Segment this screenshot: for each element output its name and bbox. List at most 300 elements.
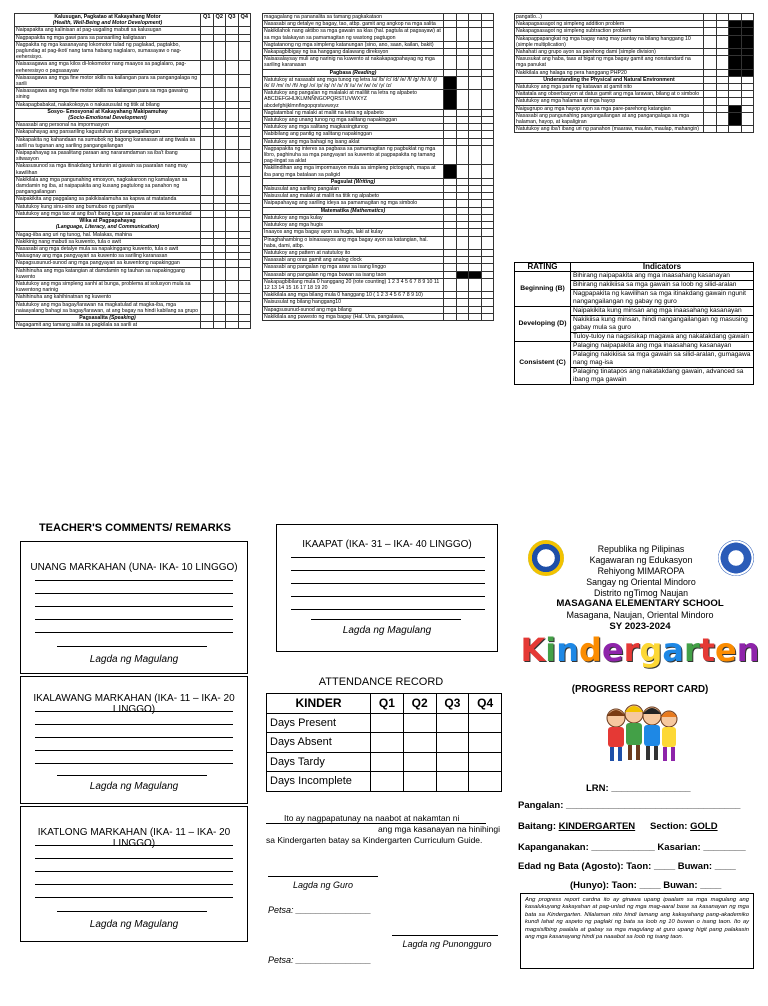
quarter-cell[interactable] [481, 14, 494, 21]
quarter-cell[interactable] [704, 49, 717, 56]
quarter-cell[interactable] [444, 69, 457, 76]
quarter-cell[interactable] [456, 56, 469, 69]
quarter-cell[interactable] [238, 150, 251, 163]
quarter-cell[interactable] [456, 109, 469, 116]
quarter-cell[interactable] [444, 56, 457, 69]
quarter-cell[interactable] [226, 150, 239, 163]
quarter-cell[interactable] [469, 299, 482, 306]
quarter-cell[interactable] [469, 207, 482, 214]
quarter-cell[interactable] [481, 56, 494, 69]
quarter-cell[interactable] [481, 117, 494, 124]
quarter-cell[interactable] [226, 260, 239, 267]
quarter-cell[interactable] [238, 301, 251, 314]
quarter-cell[interactable] [238, 129, 251, 136]
quarter-cell[interactable] [469, 306, 482, 313]
quarter-cell[interactable] [213, 280, 226, 293]
attendance-cell[interactable] [403, 752, 436, 772]
quarter-cell[interactable] [238, 231, 251, 238]
quarter-cell[interactable] [238, 163, 251, 176]
quarter-cell[interactable] [226, 301, 239, 314]
quarter-cell[interactable] [226, 122, 239, 129]
quarter-cell[interactable] [213, 108, 226, 121]
quarter-cell[interactable] [444, 41, 457, 48]
quarter-cell[interactable] [456, 214, 469, 221]
quarter-cell[interactable] [469, 193, 482, 200]
quarter-cell[interactable] [213, 238, 226, 245]
quarter-cell[interactable] [741, 35, 754, 48]
quarter-cell[interactable] [456, 131, 469, 138]
quarter-cell[interactable] [213, 129, 226, 136]
quarter-cell[interactable] [226, 27, 239, 34]
quarter-cell[interactable] [729, 28, 742, 35]
quarter-cell[interactable] [456, 278, 469, 291]
quarter-cell[interactable] [238, 203, 251, 210]
attendance-cell[interactable] [436, 733, 469, 753]
quarter-cell[interactable] [716, 35, 729, 48]
quarter-cell[interactable] [201, 136, 214, 149]
quarter-cell[interactable] [456, 222, 469, 229]
quarter-cell[interactable] [201, 294, 214, 301]
quarter-cell[interactable] [481, 145, 494, 165]
quarter-cell[interactable] [226, 218, 239, 231]
quarter-cell[interactable] [481, 299, 494, 306]
quarter-cell[interactable] [226, 280, 239, 293]
edad-hunyo-field[interactable]: (Hunyo): Taon: ____ Buwan: ____ [570, 880, 722, 891]
quarter-cell[interactable] [481, 124, 494, 131]
quarter-cell[interactable] [226, 267, 239, 280]
quarter-cell[interactable] [444, 28, 457, 41]
quarter-cell[interactable] [213, 203, 226, 210]
quarter-cell[interactable] [741, 21, 754, 28]
quarter-cell[interactable] [226, 136, 239, 149]
quarter-cell[interactable] [238, 314, 251, 321]
quarter-cell[interactable] [469, 56, 482, 69]
quarter-cell[interactable] [481, 69, 494, 76]
quarter-cell[interactable] [213, 267, 226, 280]
quarter-cell[interactable] [704, 14, 717, 21]
attendance-cell[interactable] [403, 713, 436, 733]
quarter-cell[interactable] [741, 91, 754, 98]
quarter-cell[interactable] [481, 214, 494, 221]
quarter-cell[interactable] [456, 178, 469, 185]
quarter-cell[interactable] [226, 74, 239, 87]
quarter-cell[interactable] [238, 238, 251, 245]
quarter-cell[interactable] [704, 112, 717, 125]
quarter-cell[interactable] [729, 126, 742, 133]
quarter-cell[interactable] [704, 105, 717, 112]
quarter-cell[interactable] [226, 163, 239, 176]
quarter-cell[interactable] [226, 41, 239, 61]
attendance-cell[interactable] [469, 733, 502, 753]
quarter-cell[interactable] [213, 27, 226, 34]
quarter-cell[interactable] [226, 210, 239, 217]
quarter-cell[interactable] [456, 49, 469, 56]
quarter-cell[interactable] [226, 231, 239, 238]
quarter-cell[interactable] [201, 27, 214, 34]
quarter-cell[interactable] [481, 229, 494, 236]
quarter-cell[interactable] [716, 49, 729, 56]
quarter-cell[interactable] [469, 257, 482, 264]
attendance-cell[interactable] [403, 733, 436, 753]
quarter-cell[interactable] [444, 271, 457, 278]
quarter-cell[interactable] [201, 150, 214, 163]
quarter-cell[interactable] [201, 238, 214, 245]
quarter-cell[interactable] [469, 145, 482, 165]
quarter-cell[interactable] [456, 69, 469, 76]
quarter-cell[interactable] [444, 145, 457, 165]
quarter-cell[interactable] [444, 214, 457, 221]
quarter-cell[interactable] [238, 210, 251, 217]
quarter-cell[interactable] [456, 117, 469, 124]
quarter-cell[interactable] [481, 207, 494, 214]
quarter-cell[interactable] [481, 264, 494, 271]
quarter-cell[interactable] [729, 84, 742, 91]
quarter-cell[interactable] [704, 21, 717, 28]
quarter-cell[interactable] [444, 313, 457, 320]
quarter-cell[interactable] [444, 249, 457, 256]
quarter-cell[interactable] [716, 56, 729, 69]
quarter-cell[interactable] [704, 69, 717, 76]
quarter-cell[interactable] [469, 186, 482, 193]
kapanganakan-field[interactable]: Kapanganakan: ____________ Kasarian: ________ [518, 842, 746, 853]
quarter-cell[interactable] [444, 278, 457, 291]
quarter-cell[interactable] [469, 14, 482, 21]
quarter-cell[interactable] [716, 14, 729, 21]
quarter-cell[interactable] [213, 231, 226, 238]
quarter-cell[interactable] [481, 90, 494, 110]
quarter-cell[interactable] [226, 253, 239, 260]
quarter-cell[interactable] [469, 229, 482, 236]
quarter-cell[interactable] [481, 292, 494, 299]
quarter-cell[interactable] [201, 203, 214, 210]
quarter-cell[interactable] [444, 236, 457, 249]
attendance-cell[interactable] [469, 772, 502, 792]
quarter-cell[interactable] [444, 14, 457, 21]
quarter-cell[interactable] [469, 271, 482, 278]
quarter-cell[interactable] [456, 76, 469, 89]
quarter-cell[interactable] [444, 90, 457, 110]
quarter-cell[interactable] [716, 76, 729, 83]
quarter-cell[interactable] [213, 88, 226, 101]
quarter-cell[interactable] [444, 193, 457, 200]
quarter-cell[interactable] [469, 292, 482, 299]
quarter-cell[interactable] [444, 178, 457, 185]
quarter-cell[interactable] [238, 108, 251, 121]
quarter-cell[interactable] [238, 61, 251, 74]
quarter-cell[interactable] [226, 34, 239, 41]
quarter-cell[interactable] [729, 91, 742, 98]
attendance-cell[interactable] [371, 772, 404, 792]
quarter-cell[interactable] [716, 28, 729, 35]
quarter-cell[interactable] [456, 249, 469, 256]
quarter-cell[interactable] [238, 294, 251, 301]
quarter-cell[interactable] [456, 14, 469, 21]
quarter-cell[interactable] [201, 267, 214, 280]
quarter-cell[interactable] [469, 117, 482, 124]
quarter-cell[interactable] [741, 28, 754, 35]
quarter-cell[interactable] [456, 299, 469, 306]
quarter-cell[interactable] [201, 34, 214, 41]
quarter-cell[interactable] [469, 76, 482, 89]
quarter-cell[interactable] [238, 74, 251, 87]
quarter-cell[interactable] [213, 218, 226, 231]
quarter-cell[interactable] [444, 186, 457, 193]
quarter-cell[interactable] [213, 163, 226, 176]
quarter-cell[interactable] [704, 126, 717, 133]
quarter-cell[interactable] [456, 165, 469, 178]
quarter-cell[interactable] [729, 21, 742, 28]
quarter-cell[interactable] [456, 236, 469, 249]
quarter-cell[interactable] [469, 124, 482, 131]
quarter-cell[interactable] [201, 176, 214, 196]
quarter-cell[interactable] [213, 301, 226, 314]
quarter-cell[interactable] [741, 69, 754, 76]
quarter-cell[interactable] [456, 138, 469, 145]
quarter-cell[interactable] [481, 178, 494, 185]
quarter-cell[interactable] [201, 41, 214, 61]
quarter-cell[interactable] [444, 229, 457, 236]
quarter-cell[interactable] [716, 126, 729, 133]
quarter-cell[interactable] [226, 129, 239, 136]
quarter-cell[interactable] [469, 278, 482, 291]
quarter-cell[interactable] [456, 200, 469, 207]
quarter-cell[interactable] [456, 313, 469, 320]
quarter-cell[interactable] [444, 165, 457, 178]
quarter-cell[interactable] [716, 105, 729, 112]
quarter-cell[interactable] [456, 292, 469, 299]
quarter-cell[interactable] [201, 322, 214, 329]
quarter-cell[interactable] [481, 236, 494, 249]
quarter-cell[interactable] [456, 21, 469, 28]
quarter-cell[interactable] [444, 49, 457, 56]
quarter-cell[interactable] [444, 257, 457, 264]
quarter-cell[interactable] [481, 278, 494, 291]
quarter-cell[interactable] [213, 74, 226, 87]
quarter-cell[interactable] [213, 210, 226, 217]
quarter-cell[interactable] [481, 193, 494, 200]
quarter-cell[interactable] [201, 314, 214, 321]
quarter-cell[interactable] [226, 101, 239, 108]
quarter-cell[interactable] [201, 280, 214, 293]
quarter-cell[interactable] [238, 176, 251, 196]
quarter-cell[interactable] [456, 145, 469, 165]
quarter-cell[interactable] [444, 264, 457, 271]
quarter-cell[interactable] [456, 28, 469, 41]
quarter-cell[interactable] [444, 117, 457, 124]
quarter-cell[interactable] [481, 313, 494, 320]
quarter-cell[interactable] [226, 108, 239, 121]
quarter-cell[interactable] [704, 76, 717, 83]
quarter-cell[interactable] [741, 14, 754, 21]
quarter-cell[interactable] [201, 301, 214, 314]
quarter-cell[interactable] [238, 196, 251, 203]
quarter-cell[interactable] [704, 98, 717, 105]
quarter-cell[interactable] [469, 49, 482, 56]
quarter-cell[interactable] [729, 76, 742, 83]
quarter-cell[interactable] [444, 138, 457, 145]
quarter-cell[interactable] [201, 196, 214, 203]
quarter-cell[interactable] [213, 322, 226, 329]
quarter-cell[interactable] [213, 260, 226, 267]
attendance-cell[interactable] [371, 752, 404, 772]
quarter-cell[interactable] [226, 176, 239, 196]
quarter-cell[interactable] [213, 41, 226, 61]
quarter-cell[interactable] [213, 294, 226, 301]
quarter-cell[interactable] [238, 280, 251, 293]
quarter-cell[interactable] [201, 253, 214, 260]
quarter-cell[interactable] [226, 322, 239, 329]
quarter-cell[interactable] [238, 101, 251, 108]
attendance-cell[interactable] [469, 713, 502, 733]
quarter-cell[interactable] [481, 249, 494, 256]
quarter-cell[interactable] [469, 28, 482, 41]
quarter-cell[interactable] [469, 109, 482, 116]
quarter-cell[interactable] [456, 186, 469, 193]
quarter-cell[interactable] [213, 245, 226, 252]
quarter-cell[interactable] [469, 264, 482, 271]
quarter-cell[interactable] [238, 41, 251, 61]
quarter-cell[interactable] [741, 98, 754, 105]
attendance-cell[interactable] [403, 772, 436, 792]
quarter-cell[interactable] [201, 122, 214, 129]
quarter-cell[interactable] [444, 76, 457, 89]
quarter-cell[interactable] [469, 222, 482, 229]
pangalan-field[interactable]: Pangalan: _________________________________ [518, 800, 741, 811]
quarter-cell[interactable] [238, 34, 251, 41]
quarter-cell[interactable] [444, 306, 457, 313]
quarter-cell[interactable] [469, 69, 482, 76]
quarter-cell[interactable] [456, 257, 469, 264]
quarter-cell[interactable] [238, 218, 251, 231]
quarter-cell[interactable] [238, 122, 251, 129]
quarter-cell[interactable] [469, 236, 482, 249]
quarter-cell[interactable] [704, 28, 717, 35]
attendance-cell[interactable] [436, 752, 469, 772]
quarter-cell[interactable] [481, 28, 494, 41]
quarter-cell[interactable] [226, 245, 239, 252]
quarter-cell[interactable] [469, 21, 482, 28]
quarter-cell[interactable] [729, 35, 742, 48]
quarter-cell[interactable] [201, 108, 214, 121]
quarter-cell[interactable] [444, 222, 457, 229]
quarter-cell[interactable] [213, 136, 226, 149]
quarter-cell[interactable] [213, 34, 226, 41]
quarter-cell[interactable] [456, 264, 469, 271]
quarter-cell[interactable] [481, 21, 494, 28]
quarter-cell[interactable] [716, 84, 729, 91]
quarter-cell[interactable] [481, 49, 494, 56]
attendance-cell[interactable] [371, 733, 404, 753]
quarter-cell[interactable] [226, 196, 239, 203]
quarter-cell[interactable] [704, 56, 717, 69]
quarter-cell[interactable] [469, 138, 482, 145]
attendance-cell[interactable] [371, 713, 404, 733]
quarter-cell[interactable] [226, 88, 239, 101]
quarter-cell[interactable] [226, 314, 239, 321]
quarter-cell[interactable] [741, 56, 754, 69]
quarter-cell[interactable] [716, 21, 729, 28]
quarter-cell[interactable] [456, 207, 469, 214]
quarter-cell[interactable] [444, 200, 457, 207]
quarter-cell[interactable] [238, 253, 251, 260]
quarter-cell[interactable] [481, 257, 494, 264]
quarter-cell[interactable] [201, 245, 214, 252]
quarter-cell[interactable] [238, 245, 251, 252]
quarter-cell[interactable] [716, 98, 729, 105]
quarter-cell[interactable] [729, 14, 742, 21]
quarter-cell[interactable] [469, 41, 482, 48]
quarter-cell[interactable] [238, 27, 251, 34]
quarter-cell[interactable] [444, 299, 457, 306]
quarter-cell[interactable] [729, 69, 742, 76]
attendance-cell[interactable] [469, 752, 502, 772]
quarter-cell[interactable] [226, 294, 239, 301]
section-field[interactable] [650, 821, 718, 832]
quarter-cell[interactable] [481, 76, 494, 89]
quarter-cell[interactable] [456, 193, 469, 200]
quarter-cell[interactable] [741, 126, 754, 133]
baitang-field[interactable] [518, 821, 635, 832]
quarter-cell[interactable] [201, 231, 214, 238]
quarter-cell[interactable] [213, 176, 226, 196]
quarter-cell[interactable] [226, 203, 239, 210]
quarter-cell[interactable] [213, 101, 226, 108]
quarter-cell[interactable] [213, 314, 226, 321]
quarter-cell[interactable] [201, 260, 214, 267]
quarter-cell[interactable] [201, 74, 214, 87]
quarter-cell[interactable] [481, 200, 494, 207]
quarter-cell[interactable] [481, 165, 494, 178]
quarter-cell[interactable] [704, 91, 717, 98]
quarter-cell[interactable] [238, 260, 251, 267]
quarter-cell[interactable] [456, 41, 469, 48]
quarter-cell[interactable] [741, 105, 754, 112]
quarter-cell[interactable] [444, 124, 457, 131]
quarter-cell[interactable] [444, 109, 457, 116]
quarter-cell[interactable] [238, 267, 251, 280]
quarter-cell[interactable] [226, 238, 239, 245]
quarter-cell[interactable] [444, 21, 457, 28]
quarter-cell[interactable] [716, 69, 729, 76]
quarter-cell[interactable] [741, 112, 754, 125]
quarter-cell[interactable] [201, 88, 214, 101]
quarter-cell[interactable] [201, 210, 214, 217]
attendance-cell[interactable] [436, 772, 469, 792]
quarter-cell[interactable] [213, 253, 226, 260]
quarter-cell[interactable] [469, 178, 482, 185]
quarter-cell[interactable] [444, 292, 457, 299]
quarter-cell[interactable] [456, 271, 469, 278]
lrn-field[interactable]: LRN: _______________ [586, 783, 691, 794]
quarter-cell[interactable] [213, 150, 226, 163]
quarter-cell[interactable] [741, 76, 754, 83]
quarter-cell[interactable] [741, 84, 754, 91]
quarter-cell[interactable] [729, 112, 742, 125]
quarter-cell[interactable] [456, 124, 469, 131]
quarter-cell[interactable] [481, 138, 494, 145]
quarter-cell[interactable] [481, 131, 494, 138]
quarter-cell[interactable] [469, 200, 482, 207]
quarter-cell[interactable] [729, 105, 742, 112]
quarter-cell[interactable] [201, 218, 214, 231]
quarter-cell[interactable] [481, 306, 494, 313]
edad-agosto-field[interactable]: Edad ng Bata (Agosto): Taon: ____ Buwan: ____ [518, 861, 736, 872]
quarter-cell[interactable] [238, 88, 251, 101]
quarter-cell[interactable] [444, 131, 457, 138]
quarter-cell[interactable] [238, 136, 251, 149]
quarter-cell[interactable] [481, 41, 494, 48]
quarter-cell[interactable] [456, 306, 469, 313]
